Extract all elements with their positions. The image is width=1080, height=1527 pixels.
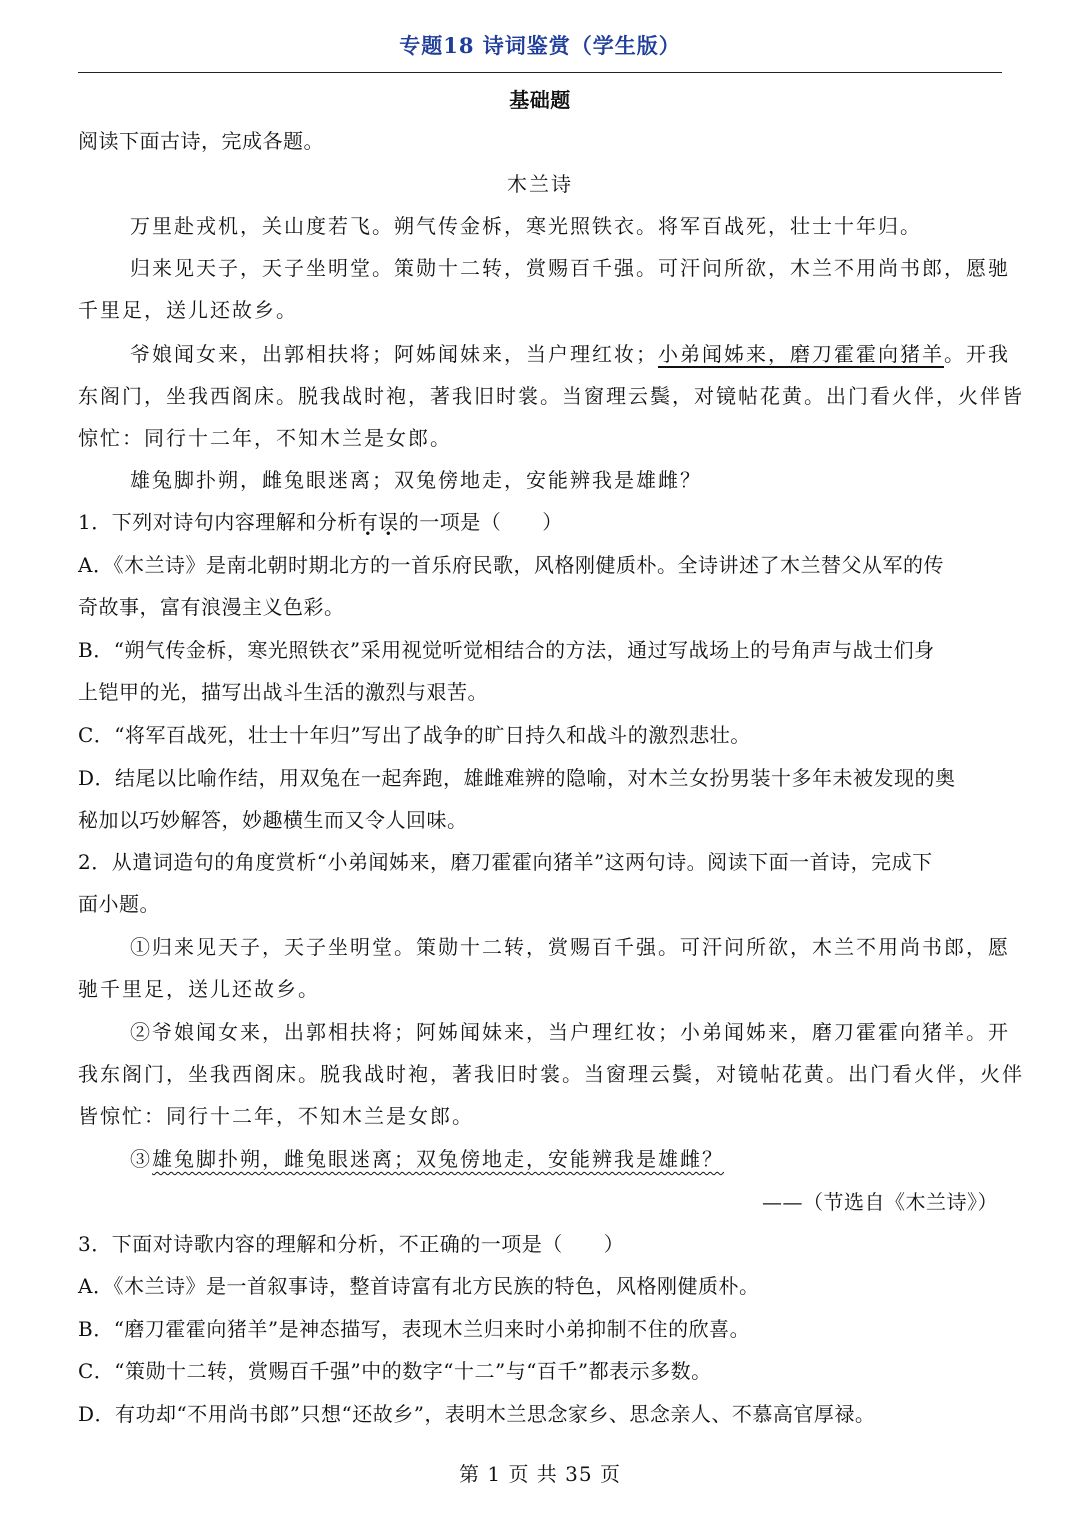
page-number: 第 1 页 共 35 页 bbox=[459, 1462, 621, 1486]
poem-title: 木兰诗 bbox=[507, 172, 573, 196]
q3-option-b: B．“磨刀霍霍向猪羊”是神态描写，表现木兰归来时小弟抑制不住的欣喜。 bbox=[78, 1317, 751, 1341]
poem-line bbox=[130, 340, 1010, 368]
excerpt-line: 皆惊忙：同行十二年，不知木兰是女郎。 bbox=[78, 1104, 474, 1128]
q1-option-d: D．结尾以比喻作结，用双兔在一起奔跑，雄雌难辨的隐喻，对木兰女扮男装十多年未被发现的奥 bbox=[78, 766, 956, 790]
header-divider bbox=[78, 72, 1002, 73]
excerpt-line: ③雄兔脚扑朔，雌兔眼迷离；双兔傍地走，安能辨我是雄雌？ bbox=[130, 1147, 724, 1171]
q1-option-d-cont: 秘加以巧妙解答，妙趣横生而又令人回味。 bbox=[78, 808, 468, 832]
q1-option-b: B．“朔气传金柝，寒光照铁衣”采用视觉听觉相结合的方法，通过写战场上的号角声与战士们身 bbox=[78, 638, 935, 662]
poem-line: 雄兔脚扑朔，雌兔眼迷离；双兔傍地走，安能辨我是雄雌？ bbox=[130, 468, 702, 492]
instruction: 阅读下面古诗，完成各题。 bbox=[78, 129, 324, 153]
section-title: 基础题 bbox=[509, 88, 571, 112]
q1-option-a-cont: 奇故事，富有浪漫主义色彩。 bbox=[78, 595, 345, 619]
poem-line: 惊忙：同行十二年，不知木兰是女郎。 bbox=[78, 426, 452, 450]
question-1-stem: 1．下列对诗句内容理解和分析有误的一项是（ ） bbox=[78, 510, 563, 534]
poem-line: 万里赴戎机，关山度若飞。朔气传金柝，寒光照铁衣。将军百战死，壮士十年归。 bbox=[130, 214, 922, 238]
excerpt-line: 我东阁门，坐我西阁床。脱我战时袍，著我旧时裳。当窗理云鬓，对镜帖花黄。出门看火伴，火伴 bbox=[78, 1062, 1024, 1086]
emphasis-char: 误 bbox=[378, 510, 399, 534]
excerpt-source: ——（节选自《木兰诗》） bbox=[762, 1190, 998, 1214]
excerpt-line: ①归来见天子，天子坐明堂。策勋十二转，赏赐百千强。可汗问所欲，木兰不用尚书郎，愿 bbox=[130, 935, 1010, 959]
question-2-stem-cont: 面小题。 bbox=[78, 892, 160, 916]
q1-option-a: A．《木兰诗》是南北朝时期北方的一首乐府民歌，风格刚健质朴。全诗讲述了木兰替父从军的传 bbox=[78, 553, 944, 577]
q3-option-c: C．“策勋十二转，赏赐百千强”中的数字“十二”与“百千”都表示多数。 bbox=[78, 1359, 712, 1383]
q3-option-a: A．《木兰诗》是一首叙事诗，整首诗富有北方民族的特色，风格刚健质朴。 bbox=[78, 1274, 760, 1298]
question-3-stem: 3．下面对诗歌内容的理解和分析，不正确的一项是（ ） bbox=[78, 1232, 625, 1256]
underlined-verse: 小弟闻姊来，磨刀霍霍向猪羊 bbox=[658, 342, 944, 366]
q1-option-b-cont: 上铠甲的光，描写出战斗生活的激烈与艰苦。 bbox=[78, 680, 488, 704]
q1-option-c: C．“将军百战死，壮士十年归”写出了战争的旷日持久和战斗的激烈悲壮。 bbox=[78, 723, 751, 747]
excerpt-line: ②爷娘闻女来，出郭相扶将；阿姊闻妹来，当户理红妆；小弟闻姊来，磨刀霍霍向猪羊。开 bbox=[130, 1020, 1010, 1044]
wavy-underlined-verse: 雄兔脚扑朔，雌兔眼迷离；双兔傍地走，安能辨我是雄雌？ bbox=[152, 1147, 724, 1171]
poem-line: 千里足，送儿还故乡。 bbox=[78, 298, 298, 322]
poem-line-text: 爷娘闻女来，出郭相扶将；阿姊闻妹来，当户理红妆； bbox=[130, 342, 658, 366]
question-2-stem: 2．从遣词造句的角度赏析“小弟闻姊来，磨刀霍霍向猪羊”这两句诗。阅读下面一首诗，完成下 bbox=[78, 850, 933, 874]
poem-line: 东阁门，坐我西阁床。脱我战时袍，著我旧时裳。当窗理云鬓，对镜帖花黄。出门看火伴，火伴皆 bbox=[78, 384, 1024, 408]
poem-line-text: 。开我 bbox=[944, 342, 1010, 366]
page-header-title: 专题18 诗词鉴赏（学生版） bbox=[399, 33, 681, 58]
emphasis-char: 有 bbox=[357, 510, 379, 534]
excerpt-line: 驰千里足，送儿还故乡。 bbox=[78, 977, 320, 1001]
q3-option-d: D．有功却“不用尚书郎”只想“还故乡”，表明木兰思念家乡、思念亲人、不慕高官厚禄。 bbox=[78, 1402, 876, 1426]
poem-line: 归来见天子，天子坐明堂。策勋十二转，赏赐百千强。可汗问所欲，木兰不用尚书郎，愿驰 bbox=[130, 256, 1010, 280]
